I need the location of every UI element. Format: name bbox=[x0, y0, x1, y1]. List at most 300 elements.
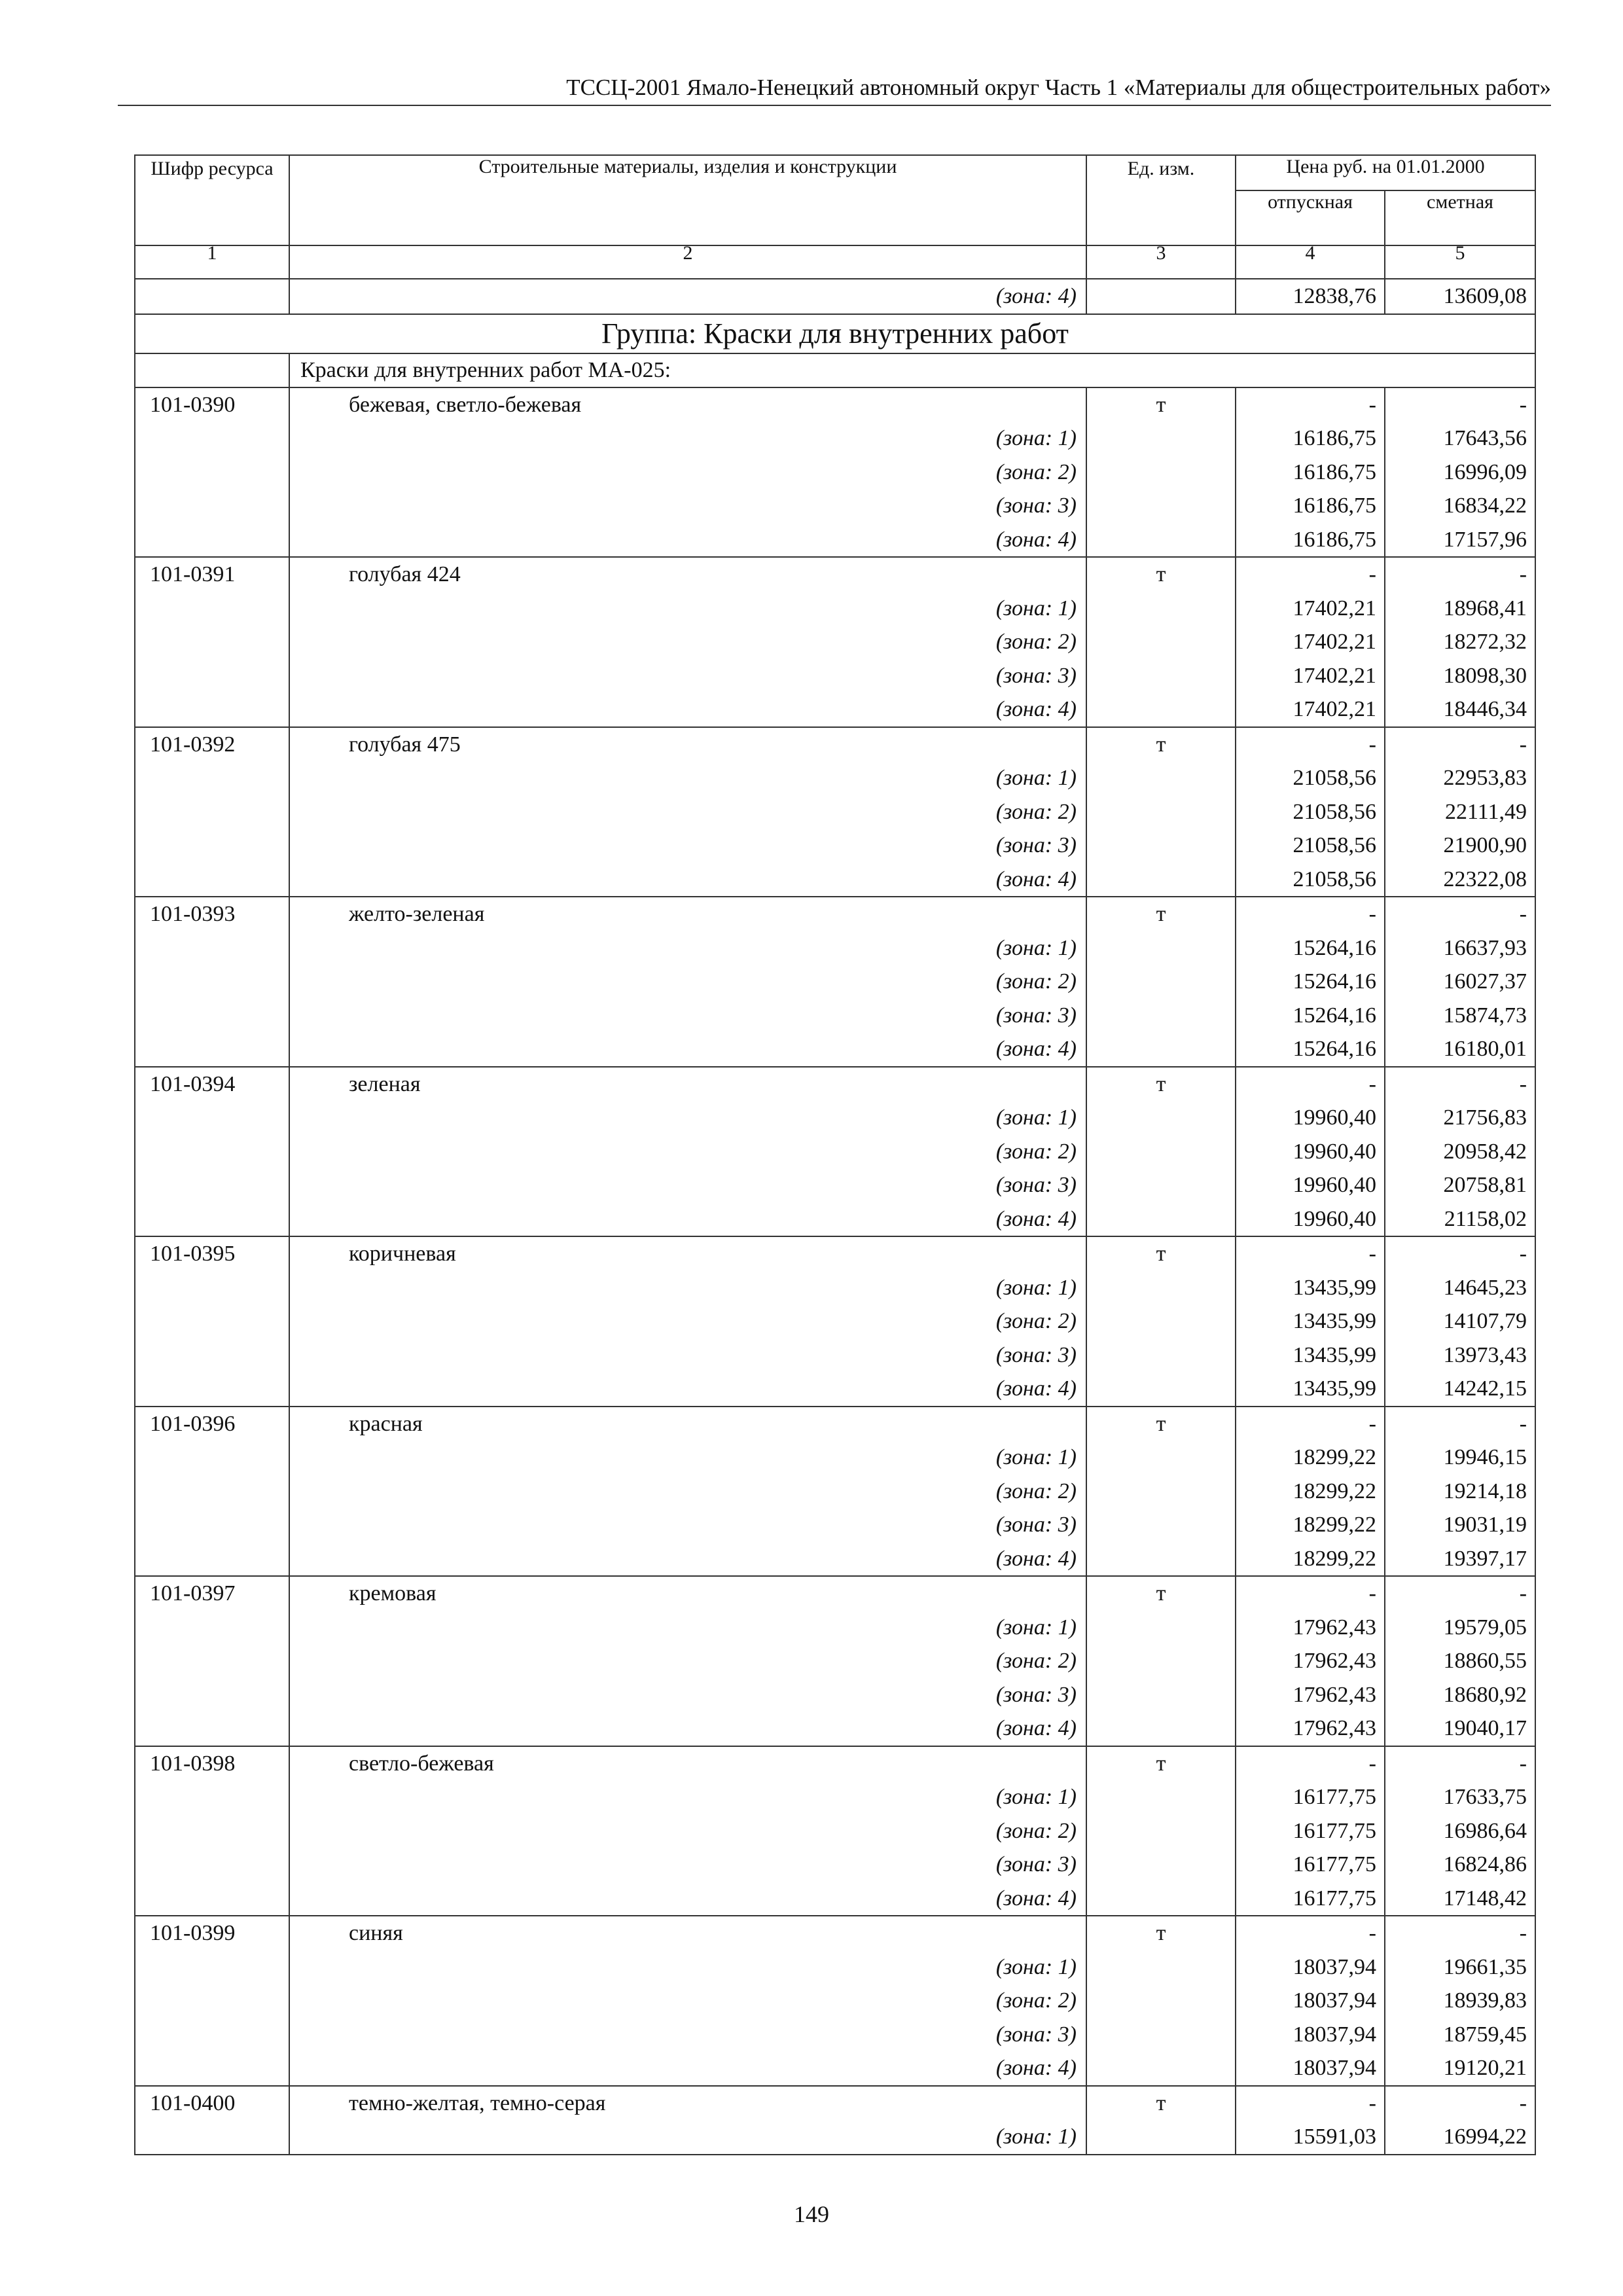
spacer bbox=[1087, 1032, 1235, 1066]
code-cell bbox=[135, 1916, 289, 2086]
column-header-estimate: сметная bbox=[1385, 190, 1535, 245]
estimate-price: 16994,22 bbox=[1443, 2125, 1527, 2149]
code-cell bbox=[135, 897, 289, 1067]
estimate-price: 20958,42 bbox=[1443, 1139, 1527, 1164]
resource-code: 101-0398 bbox=[150, 1751, 236, 1776]
spacer bbox=[135, 931, 289, 965]
spacer bbox=[1087, 1644, 1235, 1678]
estimate-price: - bbox=[1519, 1581, 1527, 1605]
estimate-price: 19031,19 bbox=[1443, 1513, 1527, 1537]
estimate-price: 19946,15 bbox=[1443, 1445, 1527, 1469]
release-price: 16186,75 bbox=[1293, 459, 1376, 484]
spacer bbox=[135, 1644, 289, 1678]
spacer bbox=[1087, 692, 1235, 726]
release-price: 21058,56 bbox=[1293, 833, 1376, 857]
unit-label: т bbox=[1156, 2090, 1166, 2115]
release-price: - bbox=[1368, 732, 1376, 757]
unit-label: т bbox=[1156, 1242, 1166, 1266]
zone-label: (зона: 1) bbox=[995, 766, 1077, 790]
unit-label: т bbox=[1156, 562, 1166, 586]
spacer bbox=[1087, 931, 1235, 965]
zone-label: (зона: 2) bbox=[995, 459, 1077, 484]
zone-label: (зона: 1) bbox=[995, 1785, 1077, 1809]
table-row bbox=[135, 1916, 1535, 2086]
spacer bbox=[135, 1338, 289, 1372]
release-price: - bbox=[1368, 1921, 1376, 1945]
spacer bbox=[135, 1032, 289, 1066]
estimate-price: 16637,93 bbox=[1443, 935, 1527, 960]
spacer bbox=[1087, 1611, 1235, 1645]
estimate-price: 22111,49 bbox=[1445, 799, 1527, 824]
release-price: 16186,75 bbox=[1293, 493, 1376, 518]
spacer bbox=[1087, 456, 1235, 490]
material-name: кремовая bbox=[349, 1581, 437, 1605]
estimate-price: 16180,01 bbox=[1443, 1037, 1527, 1061]
release-price: 17402,21 bbox=[1293, 630, 1376, 654]
spacer bbox=[135, 863, 289, 897]
name-cell bbox=[289, 1236, 1086, 1407]
estimate-price-cell bbox=[1385, 1916, 1535, 2086]
release-price: 18037,94 bbox=[1293, 1954, 1376, 1979]
zone-label: (зона: 2) bbox=[995, 1139, 1077, 1164]
resource-code: 101-0393 bbox=[150, 902, 236, 926]
release-price: - bbox=[1368, 1751, 1376, 1776]
estimate-price: 18759,45 bbox=[1443, 2022, 1527, 2047]
release-price: - bbox=[1368, 902, 1376, 926]
material-name: желто-зеленая bbox=[349, 902, 485, 926]
spacer bbox=[135, 2018, 289, 2052]
unit-label: т bbox=[1156, 1071, 1166, 1096]
spacer bbox=[1087, 625, 1235, 659]
release-price: 18037,94 bbox=[1293, 2022, 1376, 2047]
code-cell bbox=[135, 279, 289, 314]
spacer bbox=[135, 1611, 289, 1645]
spacer bbox=[135, 1780, 289, 1814]
spacer bbox=[1087, 1304, 1235, 1338]
table-row bbox=[135, 1236, 1535, 1407]
estimate-price: 13973,43 bbox=[1443, 1342, 1527, 1367]
estimate-price: - bbox=[1519, 732, 1527, 757]
release-price: 18299,22 bbox=[1293, 1445, 1376, 1469]
spacer bbox=[1087, 1441, 1235, 1475]
release-price-cell bbox=[1236, 2086, 1385, 2155]
code-cell bbox=[135, 387, 289, 558]
zone-label: (зона: 4) bbox=[995, 1206, 1077, 1231]
estimate-price: 14107,79 bbox=[1443, 1309, 1527, 1333]
estimate-price: - bbox=[1519, 1751, 1527, 1776]
estimate-price: - bbox=[1519, 392, 1527, 417]
release-price-cell bbox=[1236, 1746, 1385, 1916]
group-title: Группа: Краски для внутренних работ bbox=[135, 314, 1535, 353]
estimate-price: 16824,86 bbox=[1443, 1852, 1527, 1876]
code-cell bbox=[135, 2086, 289, 2155]
zone-label: (зона: 3) bbox=[995, 1852, 1077, 1876]
release-price-cell bbox=[1236, 387, 1385, 558]
estimate-price: 18860,55 bbox=[1443, 1649, 1527, 1673]
spacer bbox=[1087, 1848, 1235, 1882]
zone-label: (зона: 3) bbox=[995, 493, 1077, 518]
code-cell bbox=[135, 727, 289, 897]
spacer bbox=[135, 2120, 289, 2154]
estimate-price: 13609,08 bbox=[1443, 284, 1527, 308]
estimate-price-cell bbox=[1385, 1407, 1535, 1577]
unit-label: т bbox=[1156, 1581, 1166, 1605]
price-table bbox=[134, 154, 1536, 2155]
spacer bbox=[1087, 1814, 1235, 1848]
name-cell bbox=[289, 1916, 1086, 2086]
resource-code: 101-0395 bbox=[150, 1242, 236, 1266]
estimate-price: 18939,83 bbox=[1443, 1988, 1527, 2013]
estimate-price-cell bbox=[1385, 2086, 1535, 2155]
spacer bbox=[135, 1814, 289, 1848]
estimate-price: 18968,41 bbox=[1443, 596, 1527, 620]
unit-label: т bbox=[1156, 1921, 1166, 1945]
zone-label: (зона: 1) bbox=[995, 426, 1077, 450]
estimate-price: 22953,83 bbox=[1443, 766, 1527, 790]
spacer bbox=[1087, 1542, 1235, 1576]
zone-label: (зона: 2) bbox=[995, 1818, 1077, 1843]
name-cell bbox=[289, 1746, 1086, 1916]
release-price: 18037,94 bbox=[1293, 2056, 1376, 2080]
release-price: 19960,40 bbox=[1293, 1173, 1376, 1197]
estimate-price-cell bbox=[1385, 1576, 1535, 1746]
estimate-price: 18680,92 bbox=[1443, 1682, 1527, 1707]
unit-cell bbox=[1086, 1236, 1236, 1407]
spacer bbox=[1087, 422, 1235, 456]
column-number: 3 bbox=[1086, 245, 1236, 279]
zone-label: (зона: 4) bbox=[995, 2056, 1077, 2080]
resource-code: 101-0391 bbox=[150, 562, 236, 586]
zone-label: (зона: 4) bbox=[995, 697, 1077, 721]
column-number: 2 bbox=[289, 245, 1086, 279]
estimate-price: 19214,18 bbox=[1443, 1479, 1527, 1503]
estimate-price: 18446,34 bbox=[1443, 697, 1527, 721]
spacer bbox=[135, 659, 289, 693]
spacer bbox=[135, 625, 289, 659]
estimate-price-cell bbox=[1385, 897, 1535, 1067]
spacer bbox=[1087, 2051, 1235, 2085]
unit-cell bbox=[1086, 1407, 1236, 1577]
subgroup-title: Краски для внутренних работ МА-025: bbox=[289, 353, 1535, 387]
release-price: 18299,22 bbox=[1293, 1513, 1376, 1537]
estimate-price: 19120,21 bbox=[1443, 2056, 1527, 2080]
column-number: 5 bbox=[1385, 245, 1535, 279]
release-price: 17962,43 bbox=[1293, 1682, 1376, 1707]
table-row bbox=[135, 727, 1535, 897]
release-price: 15264,16 bbox=[1293, 1003, 1376, 1028]
spacer bbox=[135, 1475, 289, 1509]
spacer bbox=[1087, 1780, 1235, 1814]
table-row bbox=[135, 387, 1535, 558]
release-price: 19960,40 bbox=[1293, 1139, 1376, 1164]
spacer bbox=[1087, 1202, 1235, 1236]
zone-label: (зона: 2) bbox=[995, 799, 1077, 824]
estimate-price: - bbox=[1519, 1411, 1527, 1436]
release-price: 17962,43 bbox=[1293, 1716, 1376, 1740]
estimate-price: 16834,22 bbox=[1443, 493, 1527, 518]
spacer bbox=[1087, 1271, 1235, 1305]
zone-label: (зона: 3) bbox=[995, 1173, 1077, 1197]
release-price-cell bbox=[1236, 897, 1385, 1067]
table-row bbox=[135, 1407, 1535, 1577]
resource-code: 101-0396 bbox=[150, 1411, 236, 1436]
estimate-price: 19040,17 bbox=[1443, 1716, 1527, 1740]
name-cell bbox=[289, 1407, 1086, 1577]
spacer bbox=[135, 1168, 289, 1202]
column-header-price-group: Цена руб. на 01.01.2000 bbox=[1236, 155, 1535, 190]
spacer bbox=[1087, 1712, 1235, 1746]
zone-label: (зона: 4) bbox=[995, 1546, 1077, 1571]
spacer bbox=[1087, 761, 1235, 795]
spacer bbox=[135, 1984, 289, 2018]
release-price: 15264,16 bbox=[1293, 1037, 1376, 1061]
estimate-price: 17148,42 bbox=[1443, 1886, 1527, 1910]
zone-label: (зона: 4) bbox=[995, 527, 1077, 552]
unit-cell bbox=[1086, 387, 1236, 558]
resource-code: 101-0394 bbox=[150, 1071, 236, 1096]
column-number: 1 bbox=[135, 245, 289, 279]
release-price: 13435,99 bbox=[1293, 1309, 1376, 1333]
material-name: светло-бежевая bbox=[349, 1751, 494, 1776]
release-price-cell bbox=[1236, 1236, 1385, 1407]
estimate-price: 14242,15 bbox=[1443, 1376, 1527, 1401]
material-name: синяя bbox=[349, 1921, 403, 1945]
estimate-price: - bbox=[1519, 1071, 1527, 1096]
unit-label: т bbox=[1156, 902, 1166, 926]
release-price: 18037,94 bbox=[1293, 1988, 1376, 2013]
unit-label: т bbox=[1156, 1411, 1166, 1436]
zone-label: (зона: 4) bbox=[995, 867, 1077, 891]
code-cell bbox=[135, 1576, 289, 1746]
estimate-price-cell bbox=[1385, 727, 1535, 897]
release-price: 12838,76 bbox=[1293, 284, 1376, 308]
column-header-unit: Ед. изм. bbox=[1086, 155, 1236, 245]
name-cell bbox=[289, 1067, 1086, 1237]
name-cell bbox=[289, 1576, 1086, 1746]
release-price: - bbox=[1368, 1581, 1376, 1605]
code-cell bbox=[135, 1236, 289, 1407]
release-price: 13435,99 bbox=[1293, 1342, 1376, 1367]
material-name: зеленая bbox=[349, 1071, 421, 1096]
spacer bbox=[1087, 795, 1235, 829]
release-price: - bbox=[1368, 1071, 1376, 1096]
spacer bbox=[135, 1508, 289, 1542]
spacer bbox=[135, 1950, 289, 1984]
release-price: 18299,22 bbox=[1293, 1479, 1376, 1503]
release-price: 16177,75 bbox=[1293, 1886, 1376, 1910]
zone-label: (зона: 1) bbox=[995, 2125, 1077, 2149]
estimate-price: 22322,08 bbox=[1443, 867, 1527, 891]
column-number-row bbox=[135, 245, 1535, 279]
estimate-price: 19661,35 bbox=[1443, 1954, 1527, 1979]
estimate-price-cell bbox=[1385, 387, 1535, 558]
estimate-price: - bbox=[1519, 1242, 1527, 1266]
spacer bbox=[1087, 1475, 1235, 1509]
spacer bbox=[135, 489, 289, 523]
resource-code: 101-0400 bbox=[150, 2090, 236, 2115]
zone-label: (зона: 3) bbox=[995, 1003, 1077, 1028]
zone-label: (зона: 2) bbox=[995, 630, 1077, 654]
subgroup-row bbox=[135, 353, 1535, 387]
release-price-cell bbox=[1236, 1576, 1385, 1746]
estimate-price: 18272,32 bbox=[1443, 630, 1527, 654]
release-price: 13435,99 bbox=[1293, 1275, 1376, 1300]
spacer bbox=[1087, 1168, 1235, 1202]
estimate-price: 17633,75 bbox=[1443, 1785, 1527, 1809]
estimate-price: 16986,64 bbox=[1443, 1818, 1527, 1843]
page-number: 149 bbox=[794, 2201, 829, 2227]
release-price: 21058,56 bbox=[1293, 766, 1376, 790]
name-cell bbox=[289, 279, 1086, 314]
spacer bbox=[135, 456, 289, 490]
name-cell bbox=[289, 897, 1086, 1067]
unit-label: т bbox=[1156, 1751, 1166, 1776]
estimate-price: 21756,83 bbox=[1443, 1105, 1527, 1130]
code-cell bbox=[135, 353, 289, 387]
code-cell bbox=[135, 1407, 289, 1577]
zone-label: (зона: 3) bbox=[995, 1513, 1077, 1537]
spacer bbox=[135, 1542, 289, 1576]
table-row bbox=[135, 2086, 1535, 2155]
zone-label: (зона: 1) bbox=[995, 1615, 1077, 1640]
material-name: голубая 475 bbox=[349, 732, 461, 757]
code-cell bbox=[135, 1746, 289, 1916]
release-price: - bbox=[1368, 2090, 1376, 2115]
release-price: 16177,75 bbox=[1293, 1818, 1376, 1843]
unit-cell bbox=[1086, 897, 1236, 1067]
estimate-price: 15874,73 bbox=[1443, 1003, 1527, 1028]
estimate-price-cell bbox=[1385, 279, 1535, 314]
estimate-price: 17157,96 bbox=[1443, 527, 1527, 552]
release-price-cell bbox=[1236, 1916, 1385, 2086]
column-header-release: отпускная bbox=[1236, 190, 1385, 245]
spacer bbox=[1087, 523, 1235, 557]
name-cell bbox=[289, 727, 1086, 897]
release-price: 15264,16 bbox=[1293, 935, 1376, 960]
page-header: ТССЦ-2001 Ямало-Ненецкий автономный округ Часть 1 «Материалы для общестроительных работ» bbox=[566, 75, 1551, 100]
estimate-price: - bbox=[1519, 1921, 1527, 1945]
release-price: 21058,56 bbox=[1293, 867, 1376, 891]
estimate-price: - bbox=[1519, 902, 1527, 926]
zone-label: (зона: 1) bbox=[995, 1445, 1077, 1469]
unit-cell bbox=[1086, 1916, 1236, 2086]
estimate-price: 21158,02 bbox=[1444, 1206, 1527, 1231]
group-row bbox=[135, 314, 1535, 353]
spacer bbox=[135, 965, 289, 999]
release-price: 16186,75 bbox=[1293, 527, 1376, 552]
release-price: 15264,16 bbox=[1293, 969, 1376, 994]
estimate-price: - bbox=[1519, 562, 1527, 586]
zone-label: (зона: 3) bbox=[995, 663, 1077, 688]
release-price: 18299,22 bbox=[1293, 1546, 1376, 1571]
spacer bbox=[135, 1135, 289, 1169]
spacer bbox=[135, 692, 289, 726]
spacer bbox=[1087, 1101, 1235, 1135]
spacer bbox=[1087, 659, 1235, 693]
spacer bbox=[135, 422, 289, 456]
estimate-price: 19397,17 bbox=[1443, 1546, 1527, 1571]
material-name: бежевая, светло-бежевая bbox=[349, 392, 582, 417]
spacer bbox=[1087, 1984, 1235, 2018]
zone-label: (зона: 3) bbox=[995, 1342, 1077, 1367]
release-price: 16177,75 bbox=[1293, 1852, 1376, 1876]
estimate-price-cell bbox=[1385, 557, 1535, 727]
table-row bbox=[135, 1576, 1535, 1746]
zone-label: (зона: 2) bbox=[995, 1649, 1077, 1673]
column-number: 4 bbox=[1236, 245, 1385, 279]
spacer bbox=[135, 829, 289, 863]
material-name: коричневая bbox=[349, 1242, 456, 1266]
unit-cell bbox=[1086, 1746, 1236, 1916]
spacer bbox=[135, 1882, 289, 1916]
carryover-row bbox=[135, 279, 1535, 314]
spacer bbox=[135, 1372, 289, 1406]
resource-code: 101-0392 bbox=[150, 732, 236, 757]
estimate-price: - bbox=[1519, 2090, 1527, 2115]
spacer bbox=[1087, 999, 1235, 1033]
spacer bbox=[1087, 1882, 1235, 1916]
spacer bbox=[135, 1101, 289, 1135]
release-price: 17962,43 bbox=[1293, 1615, 1376, 1640]
unit-cell bbox=[1086, 1067, 1236, 1237]
zone-label: (зона: 2) bbox=[995, 1988, 1077, 2013]
zone-label: (зона: 3) bbox=[995, 2022, 1077, 2047]
unit-cell bbox=[1086, 1576, 1236, 1746]
spacer bbox=[1087, 1508, 1235, 1542]
zone-label: (зона: 1) bbox=[995, 1954, 1077, 1979]
unit-cell bbox=[1086, 2086, 1236, 2155]
spacer bbox=[1087, 863, 1235, 897]
spacer bbox=[135, 2051, 289, 2085]
release-price: 19960,40 bbox=[1293, 1105, 1376, 1130]
release-price: 16177,75 bbox=[1293, 1785, 1376, 1809]
material-name: красная bbox=[349, 1411, 423, 1436]
release-price: 15591,03 bbox=[1293, 2125, 1376, 2149]
release-price: 16186,75 bbox=[1293, 426, 1376, 450]
spacer bbox=[1087, 829, 1235, 863]
estimate-price: 16027,37 bbox=[1443, 969, 1527, 994]
column-header-name: Строительные материалы, изделия и конструкции bbox=[289, 155, 1086, 245]
spacer bbox=[1087, 489, 1235, 523]
zone-label: (зона: 1) bbox=[995, 1105, 1077, 1130]
spacer bbox=[135, 592, 289, 626]
spacer bbox=[1087, 1135, 1235, 1169]
spacer bbox=[135, 1712, 289, 1746]
estimate-price: 14645,23 bbox=[1443, 1275, 1527, 1300]
release-price: - bbox=[1368, 1242, 1376, 1266]
estimate-price: 17643,56 bbox=[1443, 426, 1527, 450]
release-price: - bbox=[1368, 392, 1376, 417]
spacer bbox=[1087, 965, 1235, 999]
spacer bbox=[135, 795, 289, 829]
name-cell bbox=[289, 557, 1086, 727]
release-price: 17402,21 bbox=[1293, 697, 1376, 721]
spacer bbox=[1087, 1950, 1235, 1984]
spacer bbox=[135, 1848, 289, 1882]
spacer bbox=[135, 1441, 289, 1475]
zone-label: (зона: 4) bbox=[995, 1716, 1077, 1740]
release-price-cell bbox=[1236, 557, 1385, 727]
estimate-price-cell bbox=[1385, 1236, 1535, 1407]
table-row bbox=[135, 557, 1535, 727]
material-name: темно-желтая, темно-серая bbox=[349, 2090, 606, 2115]
code-cell bbox=[135, 557, 289, 727]
spacer bbox=[135, 761, 289, 795]
zone-label: (зона: 3) bbox=[995, 833, 1077, 857]
unit-cell bbox=[1086, 727, 1236, 897]
release-price-cell bbox=[1236, 727, 1385, 897]
zone-label: (зона: 1) bbox=[995, 935, 1077, 960]
